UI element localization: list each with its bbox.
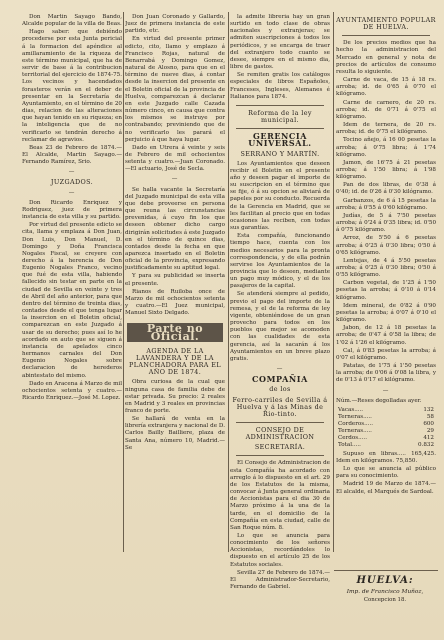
section-title: COMPAÑIA xyxy=(252,374,308,385)
paragraph: Lo que se anuncia al público para su conocimiento. xyxy=(336,466,436,480)
paragraph: Arroz, de 5'50 á 6 pesetas arroba; á 0'25 á 0'30 libra; 0'50 á 0'65 kilógramo. xyxy=(336,235,436,256)
paragraph: Carne de vaca, de 15 á 18 rs. arroba; id. de 0'65 á 0'70 el kilógramo. xyxy=(336,77,436,98)
text-column-1 xyxy=(22,14,122,403)
paragraph: Se atenderá siempre al pedido, previo el pago del importe de la remesa, y el de la reforma de ley vigente, obteniéndose de un gran provecho para todos en los pueblos que mejor se acomoden con las cualidades de esta gerencia, así la sacarán á los Ayuntamientos en un breve plazo gratis. xyxy=(230,291,330,362)
paragraph: Garbanzos, de 6 á 15 pesetas la arroba; á 0'55 á 0'60 kilógramo. xyxy=(336,197,436,211)
paragraph: Don Martin Sayago Bando, Alcalde popular de la villa de Beas. xyxy=(22,14,122,28)
paragraph: Sevilla 27 de Febrero de 1874.—El Administrador-Secretario, Fernando de Gabriel. xyxy=(230,569,330,591)
paragraph: Pan de dos libras, de 0'38 á 0'40; id. de 0'26 á 0'30 kilógramo. xyxy=(336,182,436,196)
paragraph: Lo que se anuncia para conocimiento de los señores Accionistas, recordándoles lo dispuesto en el artículo 25 de los Estatutos sociales. xyxy=(230,533,330,568)
paragraph: Carne de carnero, de 20 rs. arroba; id. de 0'71 á 0'75 el kilógramo. xyxy=(336,99,436,120)
paragraph: Patatas, de 1'75 á 1'50 pesetas la arroba; de 0'06 á 0'08 la libra, y de 0'13 á 0'17 el kilógramo. xyxy=(336,363,436,384)
paragraph: Don Juan Coronado y Gallardo, Juez de primera instancia de este partido, etc. xyxy=(125,14,225,35)
table-row xyxy=(338,442,434,449)
row-value: 29 xyxy=(426,427,434,434)
divider xyxy=(342,35,430,36)
section-heading: Reforma de la ley municipal. xyxy=(248,108,312,125)
paragraph: Rianos de Ruiloba once de Marzo de mil ochocientos setenta y cuatro.—El Juez municipal, Manuel Sixto Delgado. xyxy=(125,288,225,317)
column-rule xyxy=(333,12,334,552)
paragraph: Idem de ternera, de 20 rs. arroba; id. de 0'75 el kilógramo. xyxy=(336,122,436,136)
table-row xyxy=(338,435,434,442)
divider xyxy=(236,455,324,456)
section-heading: SECRETARÍA. xyxy=(254,443,306,452)
paragraph: Dado en Utrera á veinte y seis de Febrero de mil ochocientos setenta y cuatro.—Juan Coronado.—El actuario, José de Secla. xyxy=(125,144,225,173)
paragraph: Jabon, de 12 á 18 pesetas la arroba; de 0'47 á 0'58 la libra; de 1'02 á 1'26 el kilógramo. xyxy=(336,325,436,346)
paragraph: Cal, á 0'83 pesetas la arroba; á 0'07 el kilógramo. xyxy=(336,347,436,361)
section-heading: Ferro-carriles de Sevilla á Huelva y á las Minas de Rio-tinto. xyxy=(232,395,328,418)
row-label: Corderos..... xyxy=(338,420,374,427)
divider xyxy=(236,105,324,106)
paragraph: la admite librería hay un gran surtido en todo clase de obras nacionales y extranjeras; se admiten suscripciones á todos los periódicos, y se encarga de traer del extranjero todo cuanto se desee, siempre en el mismo dia, libre de gastos. xyxy=(230,14,330,71)
text-column-2 xyxy=(125,14,225,453)
section-heading: AYUNTAMIENTO POPULAR DE HUELVA. xyxy=(336,16,436,32)
paragraph: El Consejo de Administracion de esta Compañía ha acordado con arreglo á lo dispuesto en el art. 29 de los Estatutos de la misma, convocar á Junta general ordinaria de Accionistas para el dia 30 de Marzo próximo á la una de la tarde, en el domicilio de la Compañía en esta ciudad, calle de San Roque núm. 8. xyxy=(230,460,330,531)
table-row xyxy=(338,421,434,428)
column-rule xyxy=(123,12,124,552)
text-column-4 xyxy=(336,14,436,497)
row-value: 0.832 xyxy=(417,441,434,448)
row-label: Terneras..... xyxy=(338,427,372,434)
paragraph: En virtud del presente primer edicto, cito, llamo y emplazo á Francisco Rojas, natural de Benarrabá y Domingo Gomez, natural de Alosno, para que en el término de nueve dias, á contar desde la insercion del presente en el Boletin oficial de la provincia de Huelva, comparezcan á declarar en este Juzgado calle Cazada número cinco, en causa que contra los mismos se instruye por contrabando; previniendo que de no verificarlo les parará el perjuicio á que haya lugar. xyxy=(125,36,225,143)
paragraph: Obra curiosa de la cual que ninguna casa de familia debe de estar privada. Su precio: 2 reales en Madrid y 3 reales en provincias franco de porte. xyxy=(125,379,225,414)
row-label: Vacas..... xyxy=(338,406,364,413)
paragraph: Idem mineral, de 0'82 á 0'90 pesetas la arroba; á 0'07 á 0'10 el kilógramo. xyxy=(336,302,436,324)
paragraph: Don Ricardo Enriquez y Rodriguez, juez de primera instancia de esta villa y su partido. xyxy=(22,199,122,221)
paragraph: Carbon vegetal, de 1'25 á 1'50 pesetas la arroba; á 0'10 á 0'14 kilógramo. xyxy=(336,280,436,301)
separator: — xyxy=(171,176,179,183)
section-heading: SERRANO Y MARTÍN. xyxy=(240,149,320,158)
imprint xyxy=(330,575,440,603)
paragraph: Esta compañía, funcionando tiempo hace, cuenta con los medios necesarios para la pronta correspondencia, y de ella podrán servirse los Ayuntamientos de la provincia que lo deseen, mediante un pago muy módico, y el de los pasajeros de la capital. xyxy=(230,233,330,290)
separator: — xyxy=(382,387,390,394)
paragraph: Por virtud del presente edicto se cita, llama y emplaza á Don Juan, Don Luis, Don Manuel, D. Domingo y Doña Francisca Nogales Fiscal, se creyere con derecho á la herencia de Don Eugenio Nogales Franco, vecino que fué de esta villa, habiendo fallecido sin testar en parte en la ciudad de Sevilla en veinte y tres de Abril del año anterior, para que dentro del término de treinta dias, contados desde el que tenga lugar la insercion en el Boletin oficial, comparezcan en este Juzgado á usar de su derecho; pues así lo he acordado en auto que se siguen á instancia de apelados cinco hermanos carnales del Don Eugenio Nogales sobre declaracion de herederos abintestato del mismo. xyxy=(22,222,122,379)
paragraph: Judías, de 5 á 7'50 pesetas arroba; á 0'24 á 0'35 libra; id. 0'50 á 0'75 kilógramo. xyxy=(336,212,436,234)
imprint-city: HUELVA: xyxy=(356,575,414,586)
row-label: Total..... xyxy=(338,441,361,448)
paragraph: De los precios medios que ha hecho la administracion del Mercado en general y nota de precios de artículos de consumo resulta lo siguiente. xyxy=(336,40,436,75)
banner-heading: Parte no Oficial. xyxy=(127,323,223,341)
paragraph: Se remiten gratis los catálogos especiales de libros Españoles, Franceses, Ingleses, Alemanes é Italianos para 1874. xyxy=(230,72,330,100)
table-row xyxy=(338,414,434,421)
footer-rule xyxy=(334,570,438,571)
section-heading: CONSEJO DE ADMINISTRACION xyxy=(245,425,315,442)
row-value: 412 xyxy=(423,434,434,441)
imprint-address: Concepcion 18. xyxy=(363,597,407,603)
separator: — xyxy=(68,189,76,196)
paragraph: Hago saber: que debiéndo procederse por esta Junta pericial á la formacion del apéndice al amillaramiento de la riqueza de este término municipal, que ha de servir de base á la contribucion territorial del ejercicio de 1874-75. Los vecinos y hacendados forasteros verán en el deber de presentar en la Secretaría de Ayuntamiento, en el término de 20 dias, relacion de las alteraciones que hayan tenido en su riqueza; en la inteligencia que de no verificarlo se tendrán derecho á reclamar de agravios. xyxy=(22,29,122,143)
column-rule xyxy=(228,12,229,552)
row-label: Cerdos..... xyxy=(338,434,367,441)
paragraph: Supuso en libras..... 165,425. Idem en kilógramos. 75,850. xyxy=(336,450,436,464)
text-column-3 xyxy=(230,14,330,592)
row-value: 132 xyxy=(423,406,434,413)
paragraph: Y para su publicidad se inserta el presente. xyxy=(125,273,225,287)
row-value: 600 xyxy=(423,420,434,427)
section-heading: AGENDA DE LA LAVANDERA Y DE LA PLANCHADORA PARA EL AÑO DE 1874. xyxy=(129,346,221,377)
separator: — xyxy=(68,169,76,176)
table-row xyxy=(338,428,434,435)
paragraph: Se hallará de venta en la librería extranjera y nacional de D. Carlos Bailly Bailliere, plaza de Santa Ana, número 10, Madrid.—Se xyxy=(125,416,225,451)
livestock-table xyxy=(338,407,434,449)
paragraph: Jamon, de 16'75 á 21 pesetas arroba; á 1'50 libra; á 1'98 kilógramo. xyxy=(336,159,436,181)
divider xyxy=(236,128,324,129)
section-title: GERENCIA UNIVERSAL. xyxy=(248,131,312,149)
divider xyxy=(236,422,324,423)
paragraph: Tocino añejo, á 16 00 pesetas la arroba; á 0'75 libra; á 1'74 kilógramo. xyxy=(336,137,436,158)
paragraph: Los Ayuntamientos que deseen recibir el Boletin en el presente año y deseen pagar el importe de su suscripcion en el término que se fije, ó á su opcion se aliviará de papeles por su conducto. Recuerda de la Gerencia en Madrid, que se les facilitan al precio que en todas ocasiones las reciben, con todas sus garantías. xyxy=(230,160,330,232)
paragraph: Beas 23 de Febrero de 1874.—El Alcalde, Martin Sayago.—Fernando Ramírez, Srio. xyxy=(22,144,122,166)
paragraph: Núm.—Reses degolladas ayer. xyxy=(336,397,422,404)
paragraph: Madrid 19 de Marzo de 1874.—El alcalde, el Marqués de Sardoal. xyxy=(336,481,436,495)
paragraph: Dado en Aracena á Marzo de mil ochocientos setenta y cuatro.—Ricardo Enriquez.—José M. Lopez. xyxy=(22,380,122,401)
section-heading: JUZGADOS. xyxy=(50,178,94,187)
row-value: 58 xyxy=(426,413,434,420)
separator: — xyxy=(276,366,284,373)
table-row xyxy=(338,407,434,414)
paragraph: Se halla vacante la Secretaría del Juzgado municipal de esta villa que debe proveerse en persona que reuna las circunstancias prevenidas, á cuyo fin los que deseen obtener dicho cargo dirigirán solicitudes á este Juzgado en el término de quince dias, contados desde la fecha en que aparezca insertado en el Boletin oficial de la provincia, expresando justificadamente su aptitud legal. xyxy=(125,186,225,272)
row-label: Terneras..... xyxy=(338,413,372,420)
paragraph: Lentejas, de 4 á 5'50 pesetas arroba; á 0'25 á 0'30 libra; 0'50 á 0'55 kilógramo. xyxy=(336,257,436,279)
section-heading: de los xyxy=(269,385,291,394)
imprint-printer: Imp. de Francisco Muñoz, xyxy=(346,589,424,595)
